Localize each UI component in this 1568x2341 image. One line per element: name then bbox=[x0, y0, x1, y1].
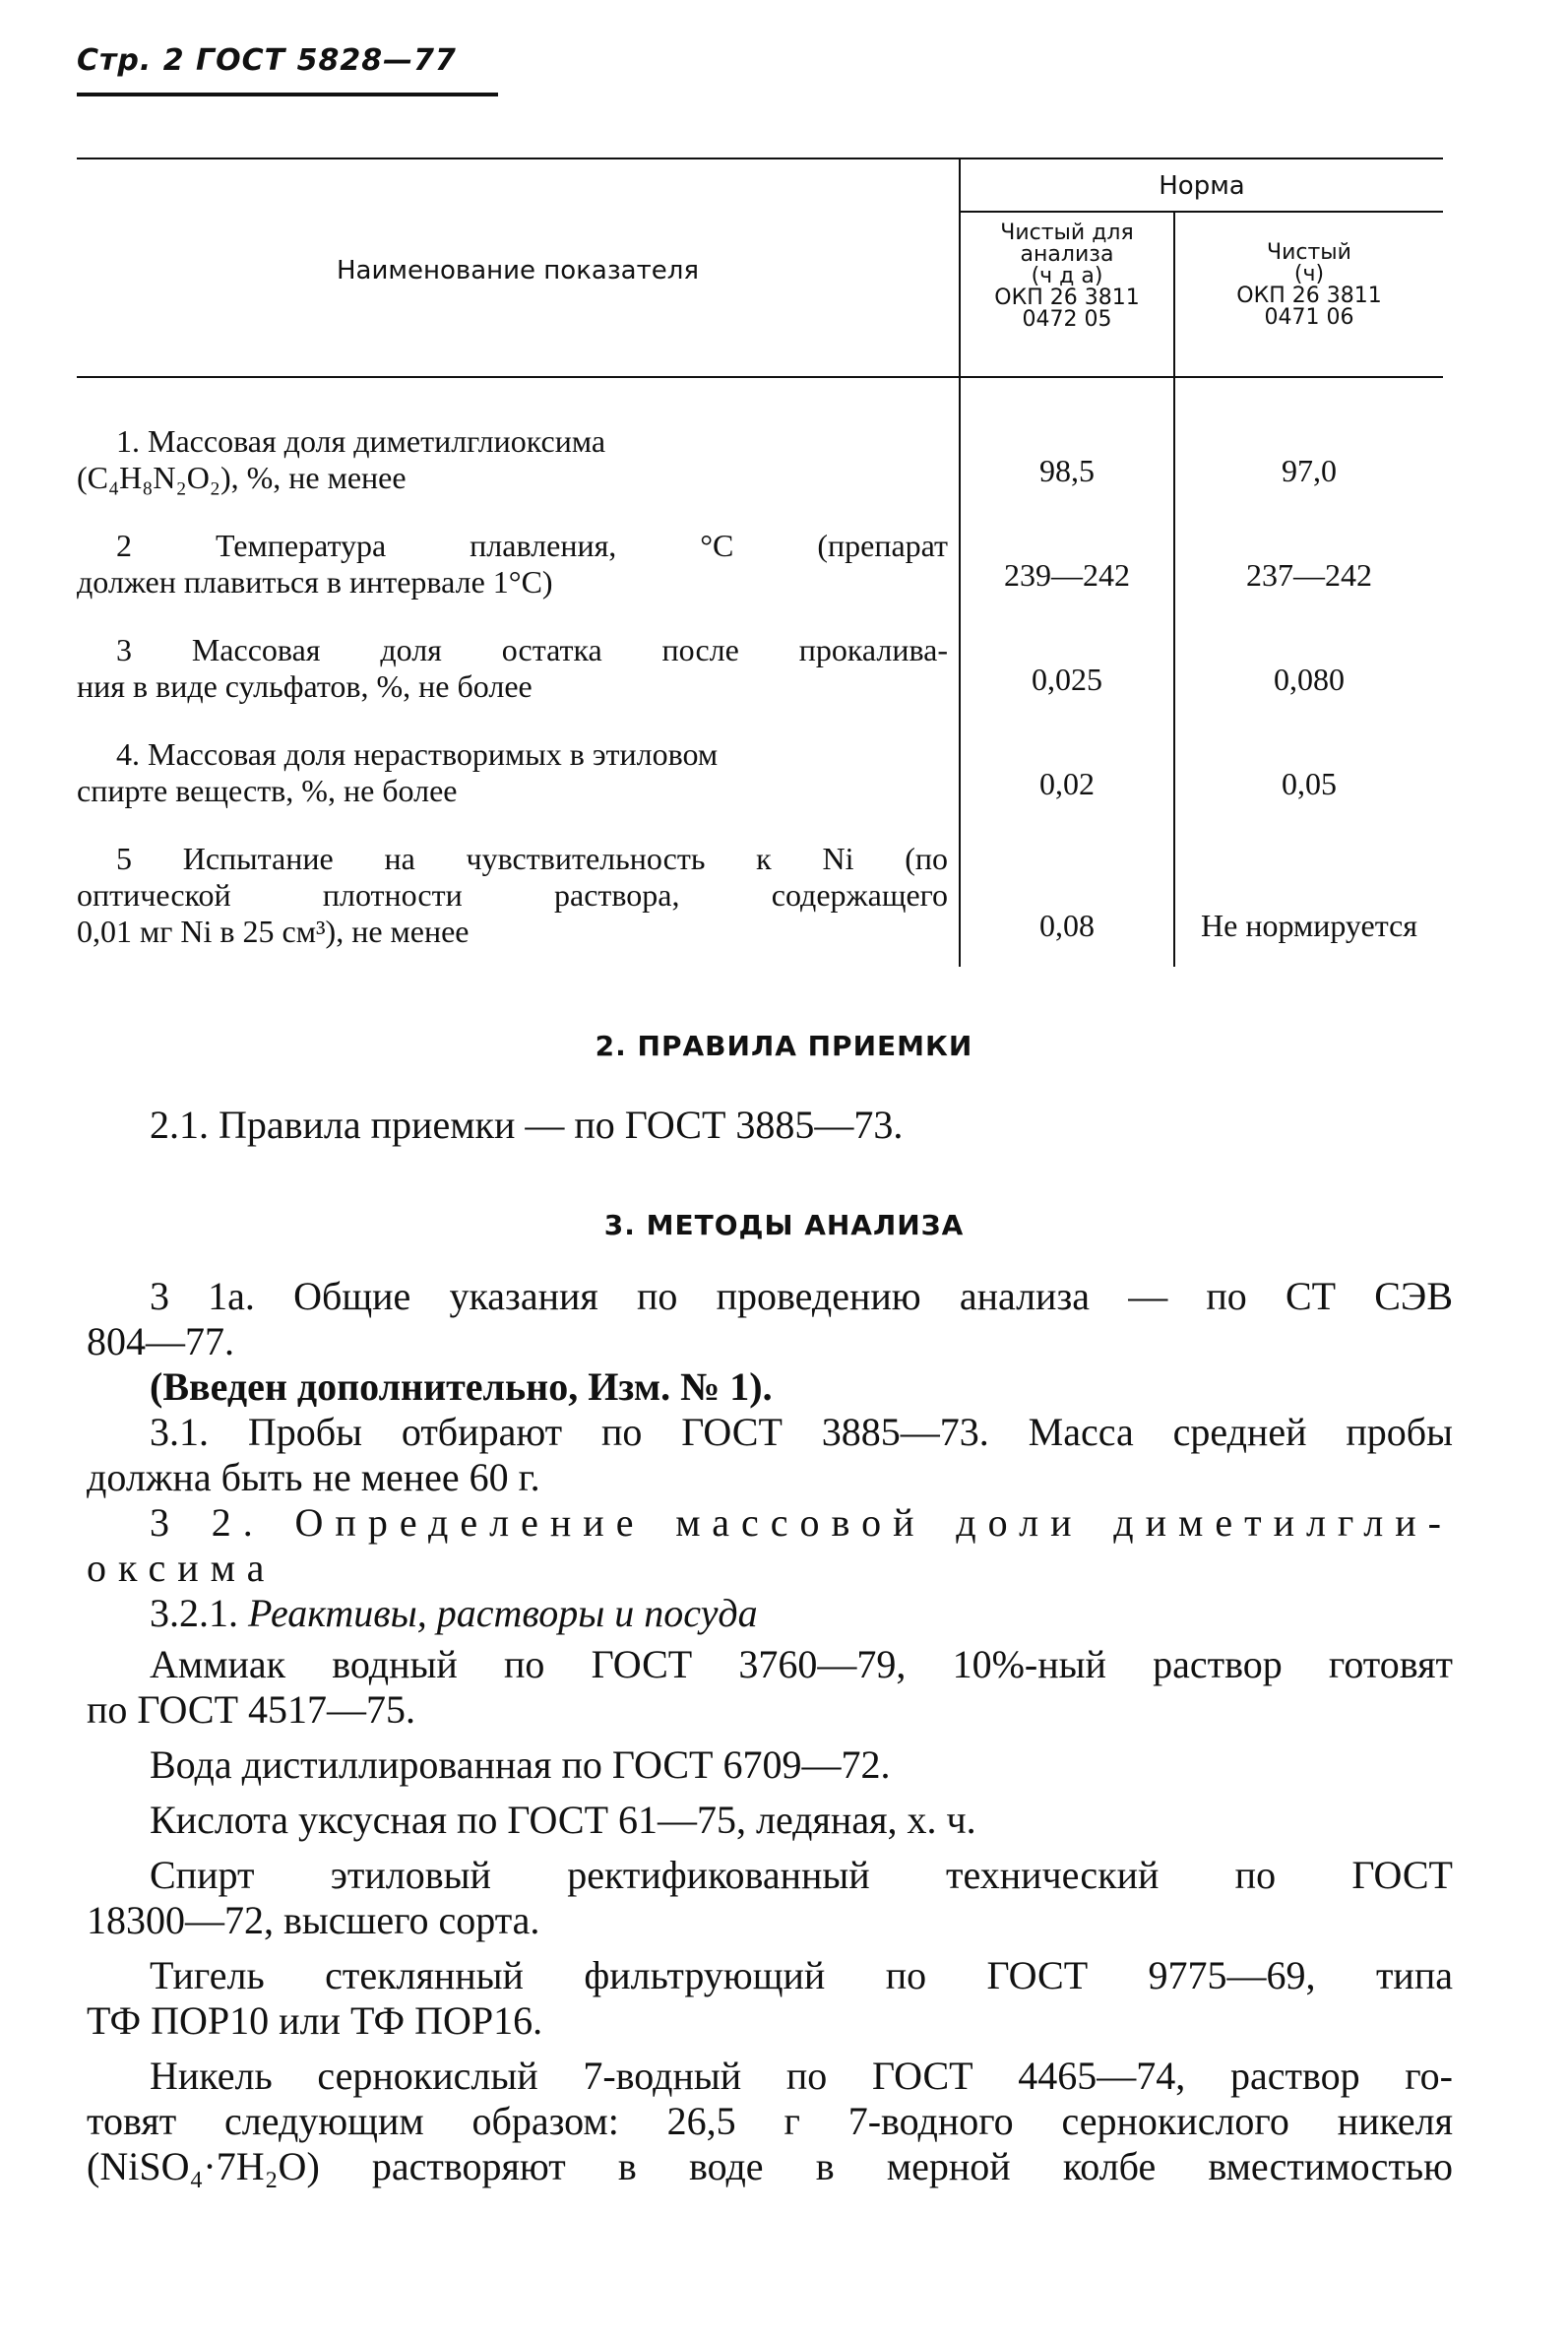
para-3-2-1-heading bbox=[150, 1591, 1453, 1636]
section-2-title: 2. ПРАВИЛА ПРИЕМКИ bbox=[595, 1030, 973, 1062]
header-norma: Норма bbox=[1159, 171, 1245, 201]
reagent-nickel-line-2: товят следующим образом: 26,5 г 7-водного сернокислого никеля bbox=[87, 2099, 1453, 2143]
table-row-2-name: 2 Температура плавления, °C (препарат должен плавиться в интервале 1°C) bbox=[77, 528, 948, 600]
table-row-3-name: 3 Массовая доля остатка после прокалива- ния в виде сульфатов, %, не более bbox=[77, 632, 948, 704]
table-row-5-name: 5 Испытание на чувствительность к Ni (по оптической плотности раствора, содержащего 0,01 мг Ni в 25 см³), не менее bbox=[77, 841, 948, 949]
para-3-1a-line-1: 3 1а. Общие указания по проведению анализа — по СТ СЭВ bbox=[150, 1274, 1453, 1318]
reagent-nickel-line-1: Никель сернокислый 7-водный по ГОСТ 4465—74, раствор го- bbox=[150, 2054, 1453, 2098]
table-row-4-ch: 0,05 bbox=[1282, 766, 1337, 801]
norma-rule bbox=[961, 211, 1443, 213]
reagent-water: Вода дистиллированная по ГОСТ 6709—72. bbox=[150, 1742, 891, 1787]
table-top-rule bbox=[77, 158, 1443, 159]
table-row-1-chda: 98,5 bbox=[1039, 453, 1095, 488]
reagent-nickel-line-3: (NiSO₄·7H₂O) растворяют в воде в мерной колбе вместимостью bbox=[87, 2144, 1453, 2188]
para-3-1-line-2: должна быть не менее 60 г. bbox=[87, 1455, 540, 1499]
para-3-2-1-number: 3.2.1. bbox=[150, 1591, 238, 1635]
table-row-4-name: 4. Массовая доля нерастворимых в этиловом спирте веществ, %, не более bbox=[77, 736, 719, 808]
table-row-3-chda: 0,025 bbox=[1032, 662, 1102, 697]
table-row-1-ch: 97,0 bbox=[1282, 453, 1337, 488]
reagent-acid: Кислота уксусная по ГОСТ 61—75, ледяная, х. ч. bbox=[150, 1798, 976, 1842]
section-2-1-text: 2.1. Правила приемки — по ГОСТ 3885—73. bbox=[150, 1103, 904, 1147]
section-3-title: 3. МЕТОДЫ АНАЛИЗА bbox=[603, 1209, 965, 1241]
para-3-1a-note: (Введен дополнительно, Изм. № 1). bbox=[150, 1364, 773, 1409]
equipment-crucible-line-2: ТФ ПОР10 или ТФ ПОР16. bbox=[87, 1998, 543, 2043]
header-indicator-name: Наименование показателя bbox=[336, 256, 699, 285]
table-row-5-chda: 0,08 bbox=[1039, 908, 1095, 943]
para-3-2-1-title: Реактивы, растворы и посуда bbox=[248, 1591, 758, 1635]
page-header: Стр. 2 ГОСТ 5828—77 bbox=[77, 43, 457, 78]
table-row-1-name: 1. Массовая доля диметилглиоксима (C₄H₈N₂O₂), %, не менее bbox=[77, 423, 606, 495]
para-3-2-line-2: оксима bbox=[87, 1546, 277, 1590]
table-row-3-ch: 0,080 bbox=[1274, 662, 1345, 697]
reagent-ammonia-line-1: Аммиак водный по ГОСТ 3760—79, 10%-ный раствор готовят bbox=[150, 1642, 1453, 1686]
reagent-spirit-line-2: 18300—72, высшего сорта. bbox=[87, 1898, 540, 1942]
indicators-table bbox=[77, 158, 1443, 967]
header-col-chda: Чистый для анализа (ч д а) ОКП 26 3811 0472 05 bbox=[994, 221, 1140, 332]
table-row-2-chda: 239—242 bbox=[1004, 557, 1130, 593]
table-row-4-chda: 0,02 bbox=[1039, 766, 1095, 801]
para-3-2-line-1: 3 2. Определение массовой доли диметилгли- bbox=[150, 1500, 1453, 1545]
header-rule bbox=[77, 93, 498, 96]
header-col-ch: Чистый (ч) ОКП 26 3811 0471 06 bbox=[1236, 240, 1382, 330]
header-bottom-rule bbox=[77, 376, 1443, 378]
equipment-crucible-line-1: Тигель стеклянный фильтрующий по ГОСТ 9775—69, типа bbox=[150, 1953, 1453, 1997]
table-row-2-ch: 237—242 bbox=[1246, 557, 1372, 593]
reagent-ammonia-line-2: по ГОСТ 4517—75. bbox=[87, 1687, 416, 1732]
reagent-spirit-line-1: Спирт этиловый ректификованный технический по ГОСТ bbox=[150, 1853, 1453, 1897]
para-3-1-line-1: 3.1. Пробы отбирают по ГОСТ 3885—73. Масса средней пробы bbox=[150, 1410, 1453, 1454]
para-3-1a-line-2: 804—77. bbox=[87, 1319, 234, 1363]
table-row-5-ch: Не нормируется bbox=[1201, 908, 1417, 943]
